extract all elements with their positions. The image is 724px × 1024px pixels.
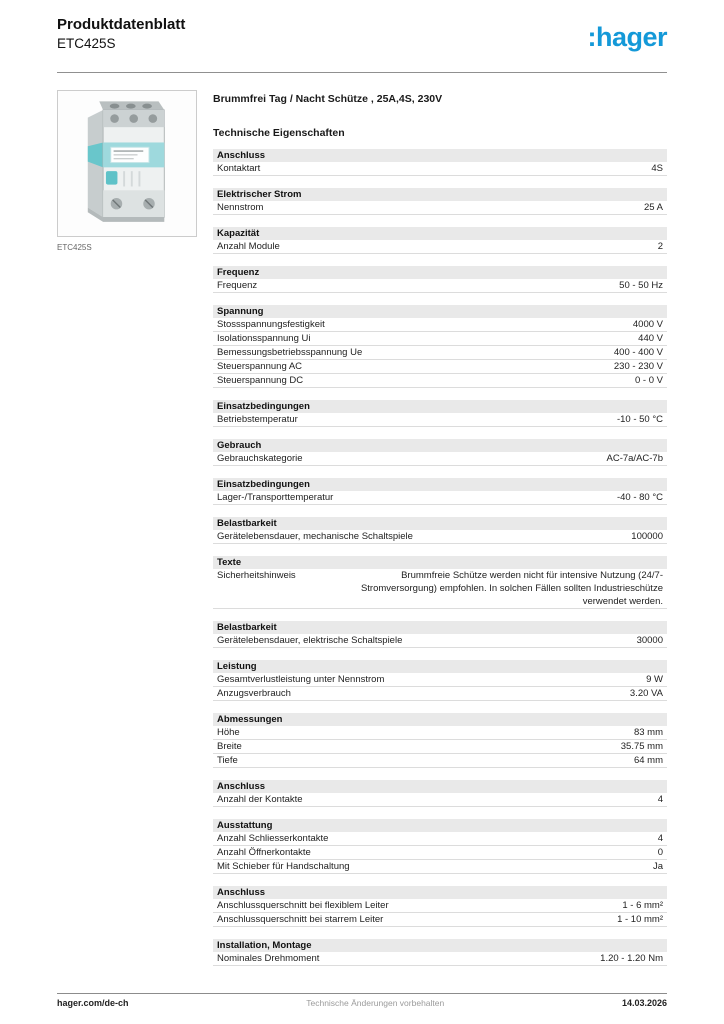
spec-value: 440 V	[638, 333, 663, 345]
spec-label: Kontaktart	[217, 163, 261, 175]
spec-label: Breite	[217, 741, 242, 753]
spec-label: Anzahl der Kontakte	[217, 794, 303, 806]
section-header: Gebrauch	[213, 439, 667, 452]
spec-row	[213, 332, 667, 346]
spec-section	[213, 305, 667, 388]
spec-row	[213, 279, 667, 293]
spec-value: 83 mm	[633, 727, 663, 739]
spec-row	[213, 413, 667, 427]
page-footer	[57, 993, 667, 1008]
spec-section	[213, 621, 667, 648]
spec-value: 230 - 230 V	[613, 361, 663, 373]
spec-section	[213, 517, 667, 544]
spec-value: 50 - 50 Hz	[619, 280, 663, 292]
spec-value: 25 A	[643, 202, 663, 214]
spec-section	[213, 713, 667, 768]
section-header: Ausstattung	[213, 819, 667, 832]
spec-row	[213, 952, 667, 966]
spec-row	[213, 673, 667, 687]
spec-label: Anschlussquerschnitt bei flexiblem Leiter	[217, 900, 389, 912]
section-header: Abmessungen	[213, 713, 667, 726]
spec-section	[213, 266, 667, 293]
spec-label: Nominales Drehmoment	[217, 953, 320, 965]
spec-value: -40 - 80 °C	[616, 492, 663, 504]
product-code: ETC425S	[57, 36, 116, 51]
spec-row	[213, 374, 667, 388]
spec-label: Betriebstemperatur	[217, 414, 298, 426]
spec-label: Tiefe	[217, 755, 238, 767]
spec-value: 4000 V	[632, 319, 663, 331]
spec-value: AC-7a/AC-7b	[606, 453, 663, 465]
footer-url[interactable]: hager.com/de-ch	[57, 998, 129, 1008]
spec-value: 1 - 6 mm²	[622, 900, 663, 912]
header-divider	[57, 72, 667, 73]
product-title: Brummfrei Tag / Nacht Schütze , 25A,4S, 230V	[213, 93, 443, 105]
spec-row	[213, 740, 667, 754]
spec-label: Mit Schieber für Handschaltung	[217, 861, 350, 873]
spec-row	[213, 346, 667, 360]
spec-value: Ja	[652, 861, 663, 873]
section-header: Anschluss	[213, 886, 667, 899]
section-header: Texte	[213, 556, 667, 569]
product-image	[57, 90, 197, 237]
spec-value: 1 - 10 mm²	[617, 914, 663, 926]
spec-label: Sicherheitshinweis	[217, 570, 296, 582]
spec-section	[213, 886, 667, 927]
spec-section	[213, 400, 667, 427]
spec-label: Gebrauchskategorie	[217, 453, 303, 465]
spec-label: Steuerspannung AC	[217, 361, 303, 373]
spec-label: Isolationsspannung Ui	[217, 333, 311, 345]
spec-label: Frequenz	[217, 280, 258, 292]
spec-label: Anzahl Schliesserkontakte	[217, 833, 329, 845]
hager-logo: :hager	[587, 22, 667, 52]
spec-row	[213, 360, 667, 374]
spec-value: 0 - 0 V	[635, 375, 663, 387]
spec-row	[213, 913, 667, 927]
spec-value: Brummfreie Schütze werden nicht für intensive Nutzung (24/7-Stromversorgung) empfohlen. In solchen Fällen sollten Industrieschütze verwendet werden.	[360, 570, 663, 608]
section-header: Belastbarkeit	[213, 517, 667, 530]
spec-label: Anschlussquerschnitt bei starrem Leiter	[217, 914, 384, 926]
spec-value: 4S	[651, 163, 663, 175]
product-image-column	[57, 90, 197, 978]
spec-label: Nennstrom	[217, 202, 264, 214]
spec-row	[213, 899, 667, 913]
spec-value: 3.20 VA	[629, 688, 663, 700]
spec-value: 35.75 mm	[620, 741, 663, 753]
spec-value: 1.20 - 1.20 Nm	[600, 953, 663, 965]
spec-value: 4	[657, 833, 663, 845]
spec-value: 400 - 400 V	[613, 347, 663, 359]
product-image-caption: ETC425S	[57, 243, 92, 252]
spec-row	[213, 726, 667, 740]
document-title: Produktdatenblatt	[57, 16, 186, 33]
spec-row	[213, 687, 667, 701]
spec-section	[213, 227, 667, 254]
spec-label: Gerätelebensdauer, mechanische Schaltspiele	[217, 531, 413, 543]
section-header: Anschluss	[213, 149, 667, 162]
footer-date: 14.03.2026	[621, 998, 667, 1008]
section-header: Einsatzbedingungen	[213, 400, 667, 413]
spec-row	[213, 860, 667, 874]
contactor-illustration	[61, 94, 193, 234]
spec-label: Gesamtverlustleistung unter Nennstrom	[217, 674, 385, 686]
spec-row	[213, 452, 667, 466]
spec-section	[213, 478, 667, 505]
spec-value: 64 mm	[633, 755, 663, 767]
section-header: Anschluss	[213, 780, 667, 793]
content-area	[57, 90, 667, 978]
section-header: Installation, Montage	[213, 939, 667, 952]
spec-row	[213, 569, 667, 609]
spec-label: Anzugsverbrauch	[217, 688, 291, 700]
spec-label: Gerätelebensdauer, elektrische Schaltspiele	[217, 635, 403, 647]
spec-label: Steuerspannung DC	[217, 375, 304, 387]
section-header: Kapazität	[213, 227, 667, 240]
spec-row	[213, 162, 667, 176]
spec-row	[213, 491, 667, 505]
spec-row	[213, 318, 667, 332]
spec-column	[213, 90, 667, 978]
spec-section	[213, 939, 667, 966]
section-header: Spannung	[213, 305, 667, 318]
page-header	[57, 16, 667, 52]
spec-label: Bemessungsbetriebsspannung Ue	[217, 347, 363, 359]
spec-section	[213, 819, 667, 874]
spec-section	[213, 556, 667, 609]
spec-label: Anzahl Öffnerkontakte	[217, 847, 311, 859]
spec-row	[213, 634, 667, 648]
spec-row	[213, 793, 667, 807]
spec-value: 9 W	[646, 674, 663, 686]
spec-section	[213, 780, 667, 807]
spec-label: Anzahl Module	[217, 241, 280, 253]
spec-section	[213, 149, 667, 176]
section-header: Frequenz	[213, 266, 667, 279]
spec-label: Stossspannungsfestigkeit	[217, 319, 325, 331]
section-header: Elektrischer Strom	[213, 188, 667, 201]
spec-value: 2	[657, 241, 663, 253]
spec-label: Lager-/Transporttemperatur	[217, 492, 334, 504]
spec-row	[213, 846, 667, 860]
spec-section	[213, 439, 667, 466]
section-header: Belastbarkeit	[213, 621, 667, 634]
spec-section	[213, 188, 667, 215]
spec-row	[213, 754, 667, 768]
spec-row	[213, 530, 667, 544]
spec-row	[213, 240, 667, 254]
spec-sections	[213, 149, 667, 966]
spec-value: 0	[657, 847, 663, 859]
spec-value: 4	[657, 794, 663, 806]
header-titles	[57, 16, 185, 52]
spec-value: 30000	[636, 635, 663, 647]
section-header: Einsatzbedingungen	[213, 478, 667, 491]
spec-value: -10 - 50 °C	[616, 414, 663, 426]
spec-label: Höhe	[217, 727, 240, 739]
spec-section	[213, 660, 667, 701]
footer-notice: Technische Änderungen vorbehalten	[306, 998, 445, 1008]
tech-properties-heading: Technische Eigenschaften	[213, 127, 345, 140]
section-header: Leistung	[213, 660, 667, 673]
spec-value: 100000	[631, 531, 663, 543]
spec-row	[213, 832, 667, 846]
spec-row	[213, 201, 667, 215]
